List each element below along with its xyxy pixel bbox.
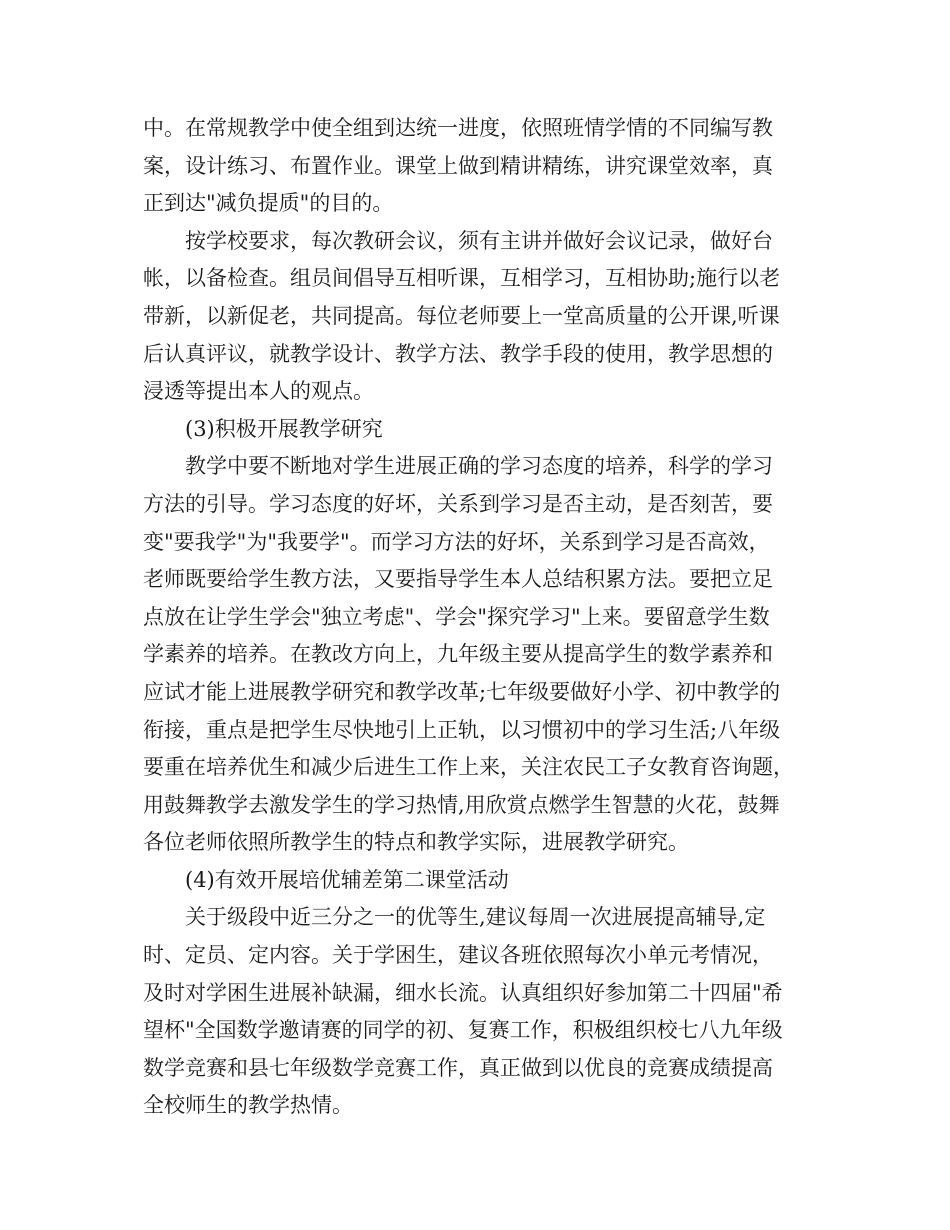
text-line: (3)积极开展教学研究 <box>185 416 383 441</box>
text-line: 全校师生的教学热情。 <box>143 1093 353 1118</box>
text-line: 案，设计练习、布置作业。课堂上做到精讲精练，讲究课堂效率，真 <box>143 153 773 178</box>
text-line: 各位老师依照所教学生的特点和教学实际，进展教学研究。 <box>143 830 689 855</box>
text-line: 及时对学困生进展补缺漏，细水长流。认真组织好参加第二十四届"希 <box>143 980 783 1005</box>
text-line: 衔接，重点是把学生尽快地引上正轨，以习惯初中的学习生活;八年级 <box>143 717 781 742</box>
text-line: 关于级段中近三分之一的优等生,建议每周一次进展提高辅导,定 <box>185 905 766 930</box>
text-line: 用鼓舞教学去激发学生的学习热情,用欣赏点燃学生智慧的火花，鼓舞 <box>143 792 780 817</box>
text-line: 带新，以新促老，共同提高。每位老师要上一堂高质量的公开课,听课 <box>143 303 780 328</box>
text-line: 点放在让学生学会"独立考虑"、学会"探究学习"上来。要留意学生数 <box>143 604 770 629</box>
text-line: (4)有效开展培优辅差第二课堂活动 <box>185 867 509 892</box>
text-line: 教学中要不断地对学生进展正确的学习态度的培养，科学的学习 <box>185 454 773 479</box>
text-line: 正到达"减负提质"的目的。 <box>143 191 394 216</box>
text-line: 时、定员、定内容。关于学困生，建议各班依照每次小单元考情况， <box>143 943 773 968</box>
text-line: 帐，以备检查。组员间倡导互相听课，互相学习，互相协助;施行以老 <box>143 266 781 291</box>
text-line: 数学竞赛和县七年级数学竞赛工作，真正做到以优良的竞赛成绩提高 <box>143 1055 773 1080</box>
text-line: 按学校要求，每次教研会议，须有主讲并做好会议记录，做好台 <box>185 228 773 253</box>
text-line: 变"要我学"为"我要学"。而学习方法的好坏，关系到学习是否高效， <box>143 529 770 554</box>
text-line: 后认真评议，就教学设计、教学方法、教学手段的使用，教学思想的 <box>143 341 773 366</box>
text-line: 中。在常规教学中使全组到达统一进度，依照班情学情的不同编写教 <box>143 116 773 140</box>
document-body <box>143 110 833 1125</box>
text-line: 方法的引导。学习态度的好坏，关系到学习是否主动，是否刻苦，要 <box>143 491 773 516</box>
text-line: 要重在培养优生和减少后进生工作上来，关注农民工子女教育咨询题， <box>143 755 794 780</box>
text-line: 应试才能上进展教学研究和教学改革;七年级要做好小学、初中教学的 <box>143 679 781 704</box>
text-line: 浸透等提出本人的观点。 <box>143 379 374 404</box>
text-line: 望杯"全国数学邀请赛的同学的初、复赛工作，积极组织校七八九年级 <box>143 1018 783 1043</box>
text-line: 学素养的培养。在教改方向上，九年级主要从提高学生的数学素养和 <box>143 642 773 667</box>
text-line: 老师既要给学生教方法，又要指导学生本人总结积累方法。要把立足 <box>143 567 773 592</box>
